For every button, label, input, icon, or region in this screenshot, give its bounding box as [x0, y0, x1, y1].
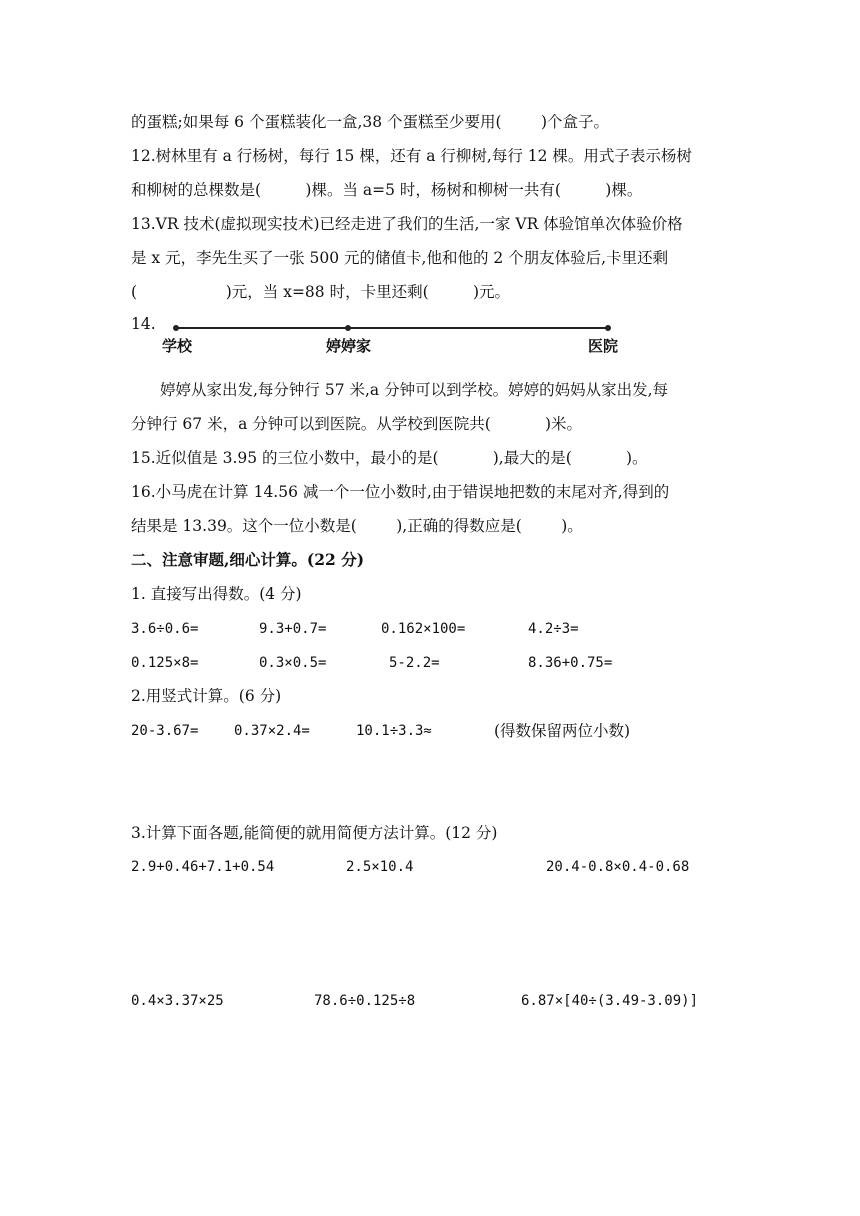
label-hospital: 医院 — [588, 337, 619, 355]
part1-r2-c3: 5-2.2= — [389, 655, 440, 671]
q13-line2: 是 x 元，李先生买了一张 500 元的储值卡,他和他的 2 个朋友体验后,卡里还剩 — [131, 249, 669, 267]
part2-note: (得数保留两位小数) — [494, 722, 631, 740]
part1-title: 1. 直接写出得数。(4 分) — [131, 585, 302, 603]
q15-text: 15.近似值是 3.95 的三位小数中，最小的是( ),最大的是( )。 — [131, 449, 648, 467]
part1-r2-c4: 8.36+0.75= — [528, 655, 613, 671]
part3-r2-c3: 6.87×[40÷(3.49-3.09)] — [521, 993, 699, 1009]
q16-line1: 16.小马虎在计算 14.56 减一个一位小数时,由于错误地把数的末尾对齐,得到的 — [131, 483, 670, 501]
part3-r2-c1: 0.4×3.37×25 — [131, 993, 224, 1009]
q14-line1: 婷婷从家出发,每分钟行 57 米,a 分钟可以到学校。婷婷的妈妈从家出发,每 — [160, 381, 669, 399]
route-line-svg — [130, 318, 650, 338]
part1-r1-c1: 3.6÷0.6= — [131, 621, 199, 637]
q12-line1: 12.树林里有 a 行杨树，每行 15 棵，还有 a 行柳树,每行 12 棵。用式子表示杨树 — [131, 147, 692, 165]
q13-line3: ( )元，当 x=88 时，卡里还剩( )元。 — [131, 283, 511, 301]
q14-line2: 分钟行 67 米，a 分钟可以到医院。从学校到医院共( )米。 — [131, 415, 583, 433]
part1-r1-c4: 4.2÷3= — [528, 621, 579, 637]
route-diagram — [130, 318, 650, 362]
part3-r1-c2: 2.5×10.4 — [346, 859, 414, 875]
part1-r2-c1: 0.125×8= — [131, 655, 199, 671]
part2-item3: 10.1÷3.3≈ — [356, 723, 432, 739]
label-home: 婷婷家 — [326, 337, 372, 355]
label-school: 学校 — [162, 337, 193, 355]
part2-item1: 20-3.67= — [131, 723, 199, 739]
q16-line2: 结果是 13.39。这个一位小数是( ),正确的得数应是( )。 — [131, 517, 583, 535]
part2-title: 2.用竖式计算。(6 分) — [131, 687, 282, 705]
part2-item2: 0.37×2.4= — [234, 723, 310, 739]
part1-r1-c3: 0.162×100= — [381, 621, 466, 637]
q11-tail-text: 的蛋糕;如果每 6 个蛋糕装化一盒,38 个蛋糕至少要用( )个盒子。 — [131, 113, 610, 131]
part1-r1-c2: 9.3+0.7= — [259, 621, 327, 637]
q14-number: 14. — [131, 315, 156, 333]
part3-r1-c3: 20.4-0.8×0.4-0.68 — [546, 859, 690, 875]
hospital-point — [605, 325, 611, 331]
home-point — [345, 325, 351, 331]
part3-title: 3.计算下面各题,能简便的就用简便方法计算。(12 分) — [131, 824, 498, 842]
q13-line1: 13.VR 技术(虚拟现实技术)已经走进了我们的生活,一家 VR 体验馆单次体验价格 — [131, 215, 683, 233]
school-point — [173, 325, 179, 331]
q12-line2: 和柳树的总棵数是( )棵。当 a=5 时，杨树和柳树一共有( )棵。 — [131, 181, 643, 199]
section2-heading: 二、注意审题,细心计算。(22 分) — [131, 550, 365, 569]
part1-r2-c2: 0.3×0.5= — [259, 655, 327, 671]
part3-r1-c1: 2.9+0.46+7.1+0.54 — [131, 859, 275, 875]
part3-r2-c2: 78.6÷0.125÷8 — [314, 993, 416, 1009]
